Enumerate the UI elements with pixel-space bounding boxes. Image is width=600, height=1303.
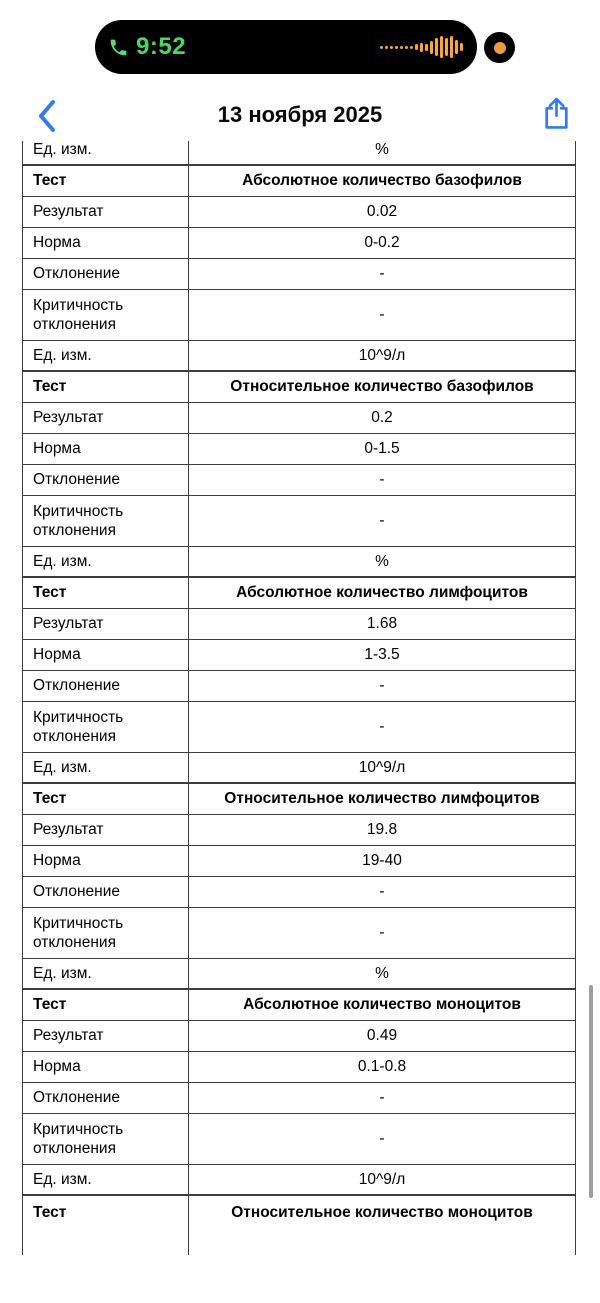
share-button[interactable] [534, 92, 578, 138]
table-row [23, 876, 576, 907]
row-label: Результат [23, 1020, 189, 1051]
row-value: 1.68 [189, 608, 576, 639]
row-label: Ед. изм. [23, 1164, 189, 1195]
row-label: Тест [23, 577, 189, 608]
row-label: Ед. изм. [23, 141, 189, 165]
table-row [23, 227, 576, 258]
page-title: 13 ноября 2025 [217, 102, 383, 127]
row-label: Отклонение [23, 670, 189, 701]
row-value: 19.8 [189, 814, 576, 845]
dynamic-island-call-pill[interactable] [95, 20, 477, 74]
row-label: Критичность отклонения [23, 1113, 189, 1164]
row-value: Относительное количество моноцитов [189, 1195, 576, 1255]
table-row [23, 546, 576, 577]
row-value: - [189, 701, 576, 752]
results-table [22, 141, 576, 1255]
row-label: Результат [23, 196, 189, 227]
row-value: - [189, 258, 576, 289]
table-row [23, 433, 576, 464]
table-row [23, 340, 576, 371]
row-value: % [189, 141, 576, 165]
row-label: Ед. изм. [23, 546, 189, 577]
table-row [23, 1164, 576, 1195]
row-label: Результат [23, 608, 189, 639]
table-row [23, 165, 576, 196]
row-label: Отклонение [23, 464, 189, 495]
call-status [108, 33, 186, 61]
row-value: - [189, 1082, 576, 1113]
table-row [23, 402, 576, 433]
scrollbar-thumb[interactable] [589, 985, 593, 1198]
row-label: Отклонение [23, 1082, 189, 1113]
content-scroll[interactable] [0, 141, 600, 1255]
phone-icon [108, 37, 129, 58]
row-value: - [189, 907, 576, 958]
row-value: - [189, 670, 576, 701]
row-value: Абсолютное количество моноцитов [189, 989, 576, 1020]
row-value: 0.1-0.8 [189, 1051, 576, 1082]
audio-waveform-icon [380, 34, 463, 60]
row-label: Ед. изм. [23, 752, 189, 783]
table-row [23, 289, 576, 340]
row-label: Тест [23, 989, 189, 1020]
row-label: Результат [23, 402, 189, 433]
table-row [23, 464, 576, 495]
row-label: Результат [23, 814, 189, 845]
table-row [23, 639, 576, 670]
table-row [23, 701, 576, 752]
row-value: - [189, 495, 576, 546]
table-row [23, 608, 576, 639]
row-value: 19-40 [189, 845, 576, 876]
row-value: Относительное количество лимфоцитов [189, 783, 576, 814]
table-row [23, 752, 576, 783]
row-value: 10^9/л [189, 340, 576, 371]
row-value: - [189, 289, 576, 340]
row-value: 1-3.5 [189, 639, 576, 670]
row-label: Отклонение [23, 258, 189, 289]
row-value: 0.2 [189, 402, 576, 433]
share-icon [543, 97, 570, 130]
row-value: - [189, 464, 576, 495]
table-row [23, 989, 576, 1020]
row-value: % [189, 546, 576, 577]
row-value: 0-1.5 [189, 433, 576, 464]
nav-bar [0, 88, 600, 140]
row-label: Тест [23, 371, 189, 402]
row-label: Ед. изм. [23, 958, 189, 989]
row-label: Критичность отклонения [23, 907, 189, 958]
row-label: Норма [23, 433, 189, 464]
row-label: Критичность отклонения [23, 701, 189, 752]
row-label: Отклонение [23, 876, 189, 907]
row-value: 10^9/л [189, 752, 576, 783]
row-value: Абсолютное количество базофилов [189, 165, 576, 196]
table-row [23, 783, 576, 814]
table-row [23, 670, 576, 701]
row-label: Норма [23, 639, 189, 670]
row-value: 10^9/л [189, 1164, 576, 1195]
row-label: Норма [23, 227, 189, 258]
table-row [23, 1051, 576, 1082]
row-label: Критичность отклонения [23, 495, 189, 546]
table-row [23, 1113, 576, 1164]
row-label: Тест [23, 1195, 189, 1255]
row-value: % [189, 958, 576, 989]
row-value: Абсолютное количество лимфоцитов [189, 577, 576, 608]
table-row [23, 371, 576, 402]
table-row [23, 495, 576, 546]
row-label: Тест [23, 783, 189, 814]
row-label: Тест [23, 165, 189, 196]
row-label: Норма [23, 845, 189, 876]
table-row [23, 845, 576, 876]
camera-indicator [484, 32, 515, 63]
status-time: 9:52 [136, 33, 187, 60]
row-value: - [189, 1113, 576, 1164]
row-value: - [189, 876, 576, 907]
table-row [23, 196, 576, 227]
table-row [23, 258, 576, 289]
table-row [23, 814, 576, 845]
table-row [23, 1082, 576, 1113]
row-value: 0.49 [189, 1020, 576, 1051]
results-table-body [23, 141, 576, 1255]
row-value: 0.02 [189, 196, 576, 227]
table-row [23, 958, 576, 989]
table-row [23, 1020, 576, 1051]
row-label: Норма [23, 1051, 189, 1082]
row-label: Критичность отклонения [23, 289, 189, 340]
row-label: Ед. изм. [23, 340, 189, 371]
table-row [23, 907, 576, 958]
row-value: Относительное количество базофилов [189, 371, 576, 402]
table-row [23, 577, 576, 608]
mic-active-dot-icon [494, 42, 506, 54]
table-row [23, 141, 576, 165]
table-row [23, 1195, 576, 1255]
row-value: 0-0.2 [189, 227, 576, 258]
